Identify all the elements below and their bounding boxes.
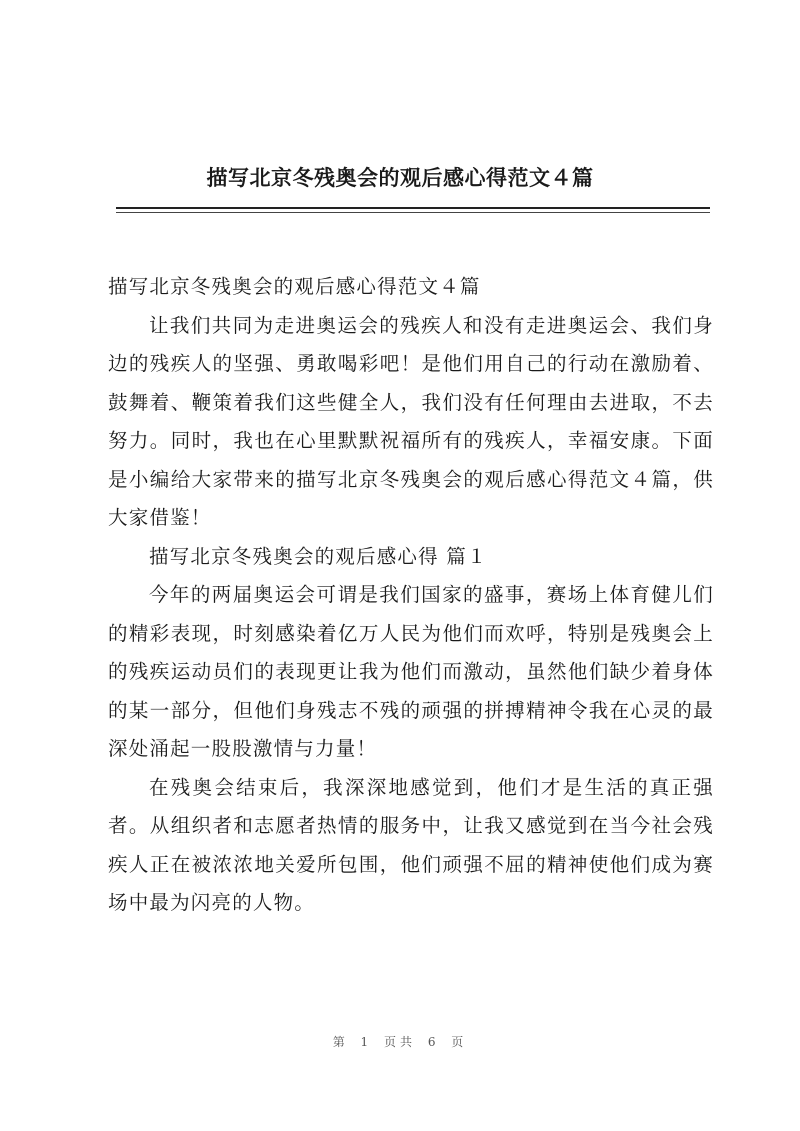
section-heading: 描写北京冬残奥会的观后感心得 篇１ — [149, 544, 488, 568]
document-title: 描写北京冬残奥会的观后感心得范文４篇 — [206, 165, 594, 190]
intro-heading: 描写北京冬残奥会的观后感心得范文４篇 — [108, 275, 481, 298]
body-paragraph: 今年的两届奥运会可谓是我们国家的盛事，赛场上体育健儿们的精彩表现，时刻感染着亿万人民为他们而欢呼，特别是残奥会上的残疾运动员们的表现更让我为他们而激动，虽然他们缺少着身体的某一部分，但他们身残志不残的顽强的拼搏精神令我在心灵的最深处涌起一股股激情与力量！ — [108, 583, 714, 760]
title-divider-thin — [116, 212, 710, 213]
intro-paragraph: 让我们共同为走进奥运会的残疾人和没有走进奥运会、我们身边的残疾人的坚强、勇敢喝彩吧！是他们用自己的行动在激励着、鼓舞着、鞭策着我们这些健全人，我们没有任何理由去进取，不去努力。同时，我也在心里默默祝福所有的残疾人，幸福安康。下面是小编给大家带来的描写北京冬残奥会的观后感心得范文４篇，供大家借鉴！ — [108, 313, 714, 529]
title-divider — [116, 207, 710, 209]
page-number-footer: 第 1 页共 6 页 — [332, 1035, 468, 1049]
body-paragraph: 在残奥会结束后，我深深地感觉到，他们才是生活的真正强者。从组织者和志愿者热情的服务中，让我又感觉到在当今社会残疾人正在被浓浓地关爱所包围，他们顽强不屈的精神使他们成为赛场中最为闪亮的人物。 — [108, 775, 714, 914]
document-body — [108, 268, 714, 923]
